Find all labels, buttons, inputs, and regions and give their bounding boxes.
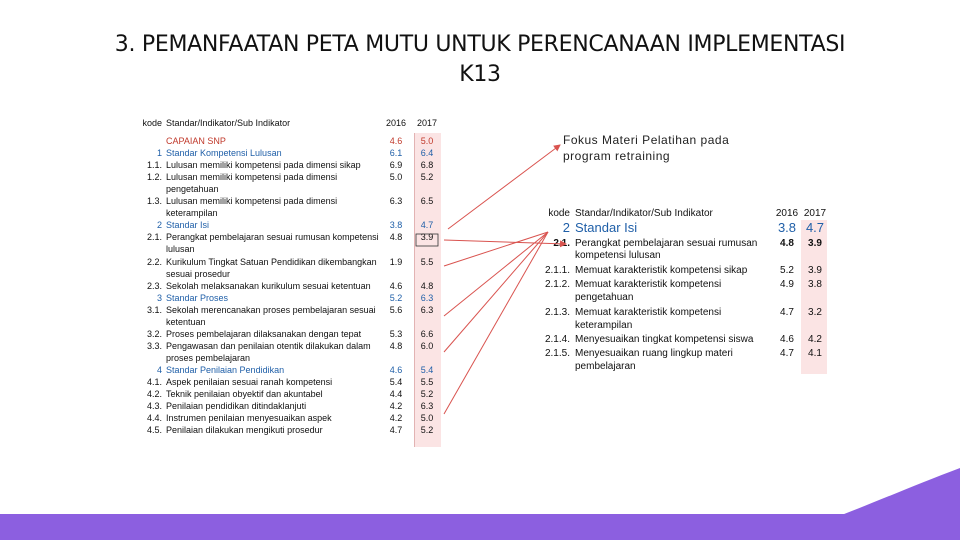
left-row-2016: 5.6	[389, 304, 403, 315]
connector-line-4-3	[444, 232, 548, 414]
left-row-kode: 3	[156, 292, 162, 303]
left-row-2017: 5.4	[420, 364, 434, 375]
left-row-desc: CAPAIAN SNP	[166, 136, 226, 146]
left-row-kode: 4.5.	[146, 425, 162, 436]
left-row-2016: 5.0	[389, 172, 403, 183]
right-row-desc: Menyesuaikan ruang lingkup materi	[575, 348, 733, 359]
left-row-desc: Aspek penilaian sesuai ranah kompetensi	[166, 377, 333, 387]
right-header-2016: 2016	[775, 208, 799, 219]
left-row-desc: pengetahuan	[166, 184, 219, 195]
connector-line-3-1	[444, 232, 548, 316]
right-row-2016: 4.6	[780, 334, 794, 345]
right-row-desc: Memuat karakteristik kompetensi	[575, 307, 722, 318]
right-row-2016: 4.7	[780, 348, 794, 359]
left-row-2017: 6.0	[420, 340, 434, 351]
focus-note-line-1: Fokus Materi Pelatihan pada	[563, 133, 730, 147]
left-row-kode: 1.3.	[146, 196, 162, 207]
left-row-kode: 1.1.	[146, 160, 162, 171]
left-row-2016: 4.2	[389, 401, 403, 412]
title-line-1: 3. PEMANFAATAN PETA MUTU UNTUK PERENCANAAN IMPLEMENTASI	[114, 32, 846, 57]
left-row-2016: 5.2	[389, 292, 403, 303]
left-row-desc: ketentuan	[166, 316, 206, 327]
right-row-2017: 4.2	[808, 334, 822, 345]
left-row-2016: 1.9	[389, 256, 403, 267]
right-row-kode: 2	[562, 220, 570, 235]
left-row-2016: 4.2	[389, 413, 403, 424]
right-row-2017: 3.8	[808, 279, 822, 290]
left-row-2017: 4.8	[420, 280, 434, 291]
left-row-2017: 6.3	[420, 304, 434, 315]
left-box-2-1	[416, 234, 438, 246]
left-row-2017: 3.9	[420, 232, 434, 243]
left-row-2017: 5.2	[420, 389, 434, 400]
left-row-2016: 6.3	[389, 196, 403, 207]
right-row-kode: 2.1.5.	[544, 348, 570, 359]
left-row-desc: Perangkat pembelajaran sesuai rumusan kompetensi	[166, 232, 379, 243]
left-row-desc: Pengawasan dan penilaian otentik dilakukan dalam	[166, 340, 371, 351]
right-row-desc: Standar Isi	[575, 220, 638, 235]
right-header-2017: 2017	[803, 208, 827, 219]
left-row-kode: 4.2.	[146, 389, 162, 400]
left-row-kode: 2.3.	[146, 280, 162, 291]
left-row-2016: 4.8	[389, 232, 403, 243]
left-row-kode: 4.1.	[146, 377, 162, 387]
left-row-desc: Standar Kompetensi Lulusan	[166, 148, 282, 159]
left-row-desc: Kurikulum Tingkat Satuan Pendidikan dikembangkan	[166, 256, 377, 267]
left-row-desc: Sekolah merencanakan proses pembelajaran sesuai	[166, 304, 376, 315]
left-header-desc: Standar/Indikator/Sub Indikator	[166, 118, 291, 128]
left-row-desc: Lulusan memiliki kompetensi pada dimensi sikap	[166, 160, 361, 171]
left-row-desc: Instrumen penilaian menyesuaikan aspek	[166, 413, 332, 424]
left-row-kode: 3.3.	[146, 340, 162, 351]
left-row-desc: Standar Proses	[166, 292, 229, 303]
left-header-kode: kode	[142, 118, 162, 128]
right-row-2017: 3.2	[808, 307, 822, 318]
right-row-2016: 4.7	[780, 307, 794, 318]
left-row-desc: proses pembelajaran	[166, 352, 251, 363]
left-row-desc: Lulusan memiliki kompetensi pada dimensi	[166, 196, 338, 207]
left-row-kode: 3.2.	[146, 328, 162, 339]
right-row-2016: 4.8	[780, 238, 794, 249]
focus-note-line-2: program retraining	[563, 149, 671, 163]
arrow-line-to-focus	[448, 145, 560, 229]
right-row-kode: 2.1.4.	[544, 334, 570, 345]
right-row-2016: 3.8	[777, 220, 797, 235]
left-row-2017: 6.8	[420, 160, 434, 171]
left-header-2016: 2016	[385, 118, 407, 128]
right-row-2017: 4.1	[808, 348, 822, 359]
right-row-desc: pembelajaran	[575, 361, 636, 372]
right-row-desc: pengetahuan	[575, 292, 634, 303]
left-row-2016: 6.9	[389, 160, 403, 171]
right-row-desc: Memuat karakteristik kompetensi sikap	[575, 265, 748, 276]
left-row-desc: Penilaian dilakukan mengikuti prosedur	[166, 425, 323, 436]
right-row-2016: 4.9	[780, 279, 794, 290]
left-row-desc: keterampilan	[166, 208, 218, 219]
left-row-2017: 6.3	[420, 401, 434, 412]
left-row-desc: sesuai prosedur	[166, 268, 231, 279]
left-row-2017: 5.5	[420, 377, 434, 387]
left-row-desc: Sekolah melaksanakan kurikulum sesuai ketentuan	[166, 280, 371, 291]
title-line-2: K13	[459, 62, 501, 87]
right-header-kode: kode	[548, 208, 570, 219]
left-row-2016: 4.6	[389, 364, 403, 375]
connector-line-3-3	[444, 232, 548, 352]
left-row-2016: 4.6	[389, 280, 403, 291]
right-row-kode: 2.1.2.	[544, 279, 570, 290]
left-row-2016: 4.4	[389, 389, 403, 400]
left-row-desc: Standar Penilaian Pendidikan	[166, 364, 285, 375]
right-row-desc: kompetensi lulusan	[575, 250, 661, 261]
left-row-2017: 5.0	[420, 136, 434, 146]
left-row-desc: Penilaian pendidikan ditindaklanjuti	[166, 401, 307, 412]
left-row-kode: 4	[156, 364, 162, 375]
arrow-line-2-1	[444, 240, 566, 244]
left-row-2016: 4.7	[389, 425, 403, 436]
connector-line-2-2	[444, 232, 548, 266]
left-row-2017: 6.3	[420, 292, 434, 303]
right-row-2017: 3.9	[808, 238, 822, 249]
right-row-2016: 5.2	[780, 265, 794, 276]
left-row-kode: 3.1.	[146, 304, 162, 315]
left-row-kode: 4.3.	[146, 401, 162, 412]
right-row-desc: Memuat karakteristik kompetensi	[575, 279, 722, 290]
left-header-2017: 2017	[416, 118, 438, 128]
left-row-kode: 2.1.	[146, 232, 162, 243]
right-row-2017: 4.7	[805, 220, 825, 235]
left-row-2016: 3.8	[389, 220, 403, 231]
left-row-desc: Standar Isi	[166, 220, 210, 231]
right-row-2017: 3.9	[808, 265, 822, 276]
left-row-2017: 5.0	[420, 413, 434, 424]
left-row-kode: 1.2.	[146, 172, 162, 183]
left-row-2017: 6.6	[420, 328, 434, 339]
left-row-2016: 5.3	[389, 328, 403, 339]
left-row-desc: Teknik penilaian obyektif dan akuntabel	[166, 389, 323, 400]
left-row-2016: 5.4	[389, 377, 403, 387]
left-row-desc: Proses pembelajaran dilaksanakan dengan tepat	[166, 328, 362, 339]
right-row-desc: Perangkat pembelajaran sesuai rumusan	[575, 238, 758, 249]
right-header-desc: Standar/Indikator/Sub Indikator	[575, 208, 713, 219]
left-row-kode: 2.2.	[146, 256, 162, 267]
left-row-2017: 4.7	[420, 220, 434, 231]
left-row-2017: 5.5	[420, 256, 434, 267]
left-row-2016: 4.6	[389, 136, 403, 146]
left-row-2017: 6.5	[420, 196, 434, 207]
left-row-desc: Lulusan memiliki kompetensi pada dimensi	[166, 172, 338, 183]
left-row-2017: 5.2	[420, 425, 434, 436]
left-row-kode: 2	[156, 220, 162, 231]
left-row-kode: 4.4.	[146, 413, 162, 424]
right-row-kode: 2.1.3.	[544, 307, 570, 318]
right-row-kode: 2.1.	[553, 238, 570, 249]
right-row-desc: keterampilan	[575, 320, 633, 331]
left-row-2017: 6.4	[420, 148, 434, 159]
left-row-2017: 5.2	[420, 172, 434, 183]
footer-bar	[0, 514, 960, 540]
right-row-kode: 2.1.1.	[544, 265, 570, 276]
left-row-2016: 4.8	[389, 340, 403, 351]
left-row-kode: 1	[156, 148, 162, 159]
left-row-2016: 6.1	[389, 148, 403, 159]
right-row-desc: Menyesuaikan tingkat kompetensi siswa	[575, 334, 754, 345]
left-row-desc: lulusan	[166, 244, 195, 255]
